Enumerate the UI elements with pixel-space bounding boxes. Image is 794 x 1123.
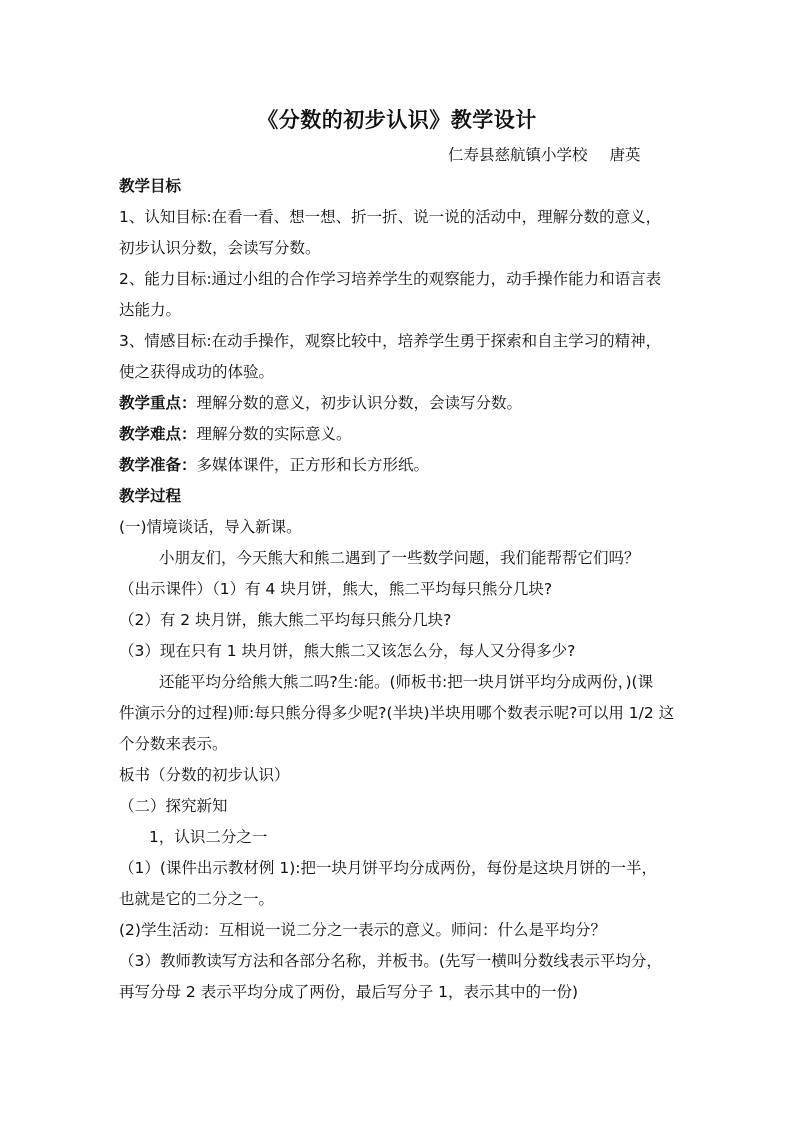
author-school: 仁寿县慈航镇小学校 xyxy=(448,146,588,164)
document-title: 《分数的初步认识》教学设计 xyxy=(257,108,537,132)
key-point-label: 教学重点： xyxy=(119,394,197,412)
goal-1-line-2: 初步认识分数，会读写分数。 xyxy=(119,239,321,257)
section-heading-process: 教学过程 xyxy=(119,487,182,505)
goal-3-line-1: 3、情感目标:在动手操作，观察比较中，培养学生勇于探索和自主学习的精神， xyxy=(119,332,662,350)
question-2: （2）有 2 块月饼，熊大熊二平均每只熊分几块? xyxy=(119,611,452,629)
paragraph-discussion-line-1: 还能平均分给熊大熊二吗?生:能。(师板书:把一块月饼平均分成两份，)(课 xyxy=(159,673,654,691)
teacher-instruction-line-1: （3）教师教读写方法和各部分名称，并板书。(先写一横叫分数线表示平均分， xyxy=(119,952,662,970)
key-point-text: 理解分数的意义，初步认识分数，会读写分数。 xyxy=(196,394,523,412)
example-line-1: （1）(课件出示教材例 1):把一块月饼平均分成两份，每份是这块月饼的一半， xyxy=(119,859,657,877)
step-2-title: （二）探究新知 xyxy=(119,797,228,815)
section-heading-goals: 教学目标 xyxy=(119,177,182,195)
subsection-half: 1，认识二分之一 xyxy=(149,828,268,846)
step-1-title: (一)情境谈话，导入新课。 xyxy=(119,518,302,536)
preparation-text: 多媒体课件，正方形和长方形纸。 xyxy=(196,456,430,474)
paragraph-discussion-line-3: 个分数来表示。 xyxy=(119,735,228,753)
difficult-point-label: 教学难点： xyxy=(119,425,197,443)
difficult-point-text: 理解分数的实际意义。 xyxy=(196,425,352,443)
document-body xyxy=(119,171,679,1008)
difficult-point xyxy=(119,419,679,450)
paragraph-discussion-line-2: 件演示分的过程)师:每只熊分得多少呢?(半块)半块用哪个数表示呢?可以用 1/2 这 xyxy=(119,704,675,722)
goal-3-line-2: 使之获得成功的体验。 xyxy=(119,363,275,381)
paragraph-intro: 小朋友们，今天熊大和熊二遇到了一些数学问题，我们能帮帮它们吗？ xyxy=(159,549,640,567)
example-line-2: 也就是它的二分之一。 xyxy=(119,890,275,908)
author-name: 唐英 xyxy=(609,146,641,164)
key-point xyxy=(119,388,679,419)
preparation xyxy=(119,450,679,481)
preparation-label: 教学准备： xyxy=(119,456,197,474)
question-1: （出示课件）（1）有 4 块月饼，熊大，熊二平均每只熊分几块? xyxy=(119,580,553,598)
question-3: （3）现在只有 1 块月饼，熊大熊二又该怎么分，每人又分得多少? xyxy=(119,642,576,660)
teacher-instruction-line-2: 再写分母 2 表示平均分成了两份，最后写分子 1，表示其中的一份) xyxy=(119,983,579,1001)
student-activity: (2)学生活动：互相说一说二分之一表示的意义。师问：什么是平均分？ xyxy=(119,921,606,939)
goal-2-line-2: 达能力。 xyxy=(119,301,182,319)
author-line xyxy=(448,143,641,165)
goal-1-line-1: 1、认知目标:在看一看、想一想、折一折、说一说的活动中，理解分数的意义， xyxy=(119,208,662,226)
goal-2-line-1: 2、能力目标:通过小组的合作学习培养学生的观察能力，动手操作能力和语言表 xyxy=(119,270,662,288)
board-note: 板书（分数的初步认识） xyxy=(119,766,290,784)
